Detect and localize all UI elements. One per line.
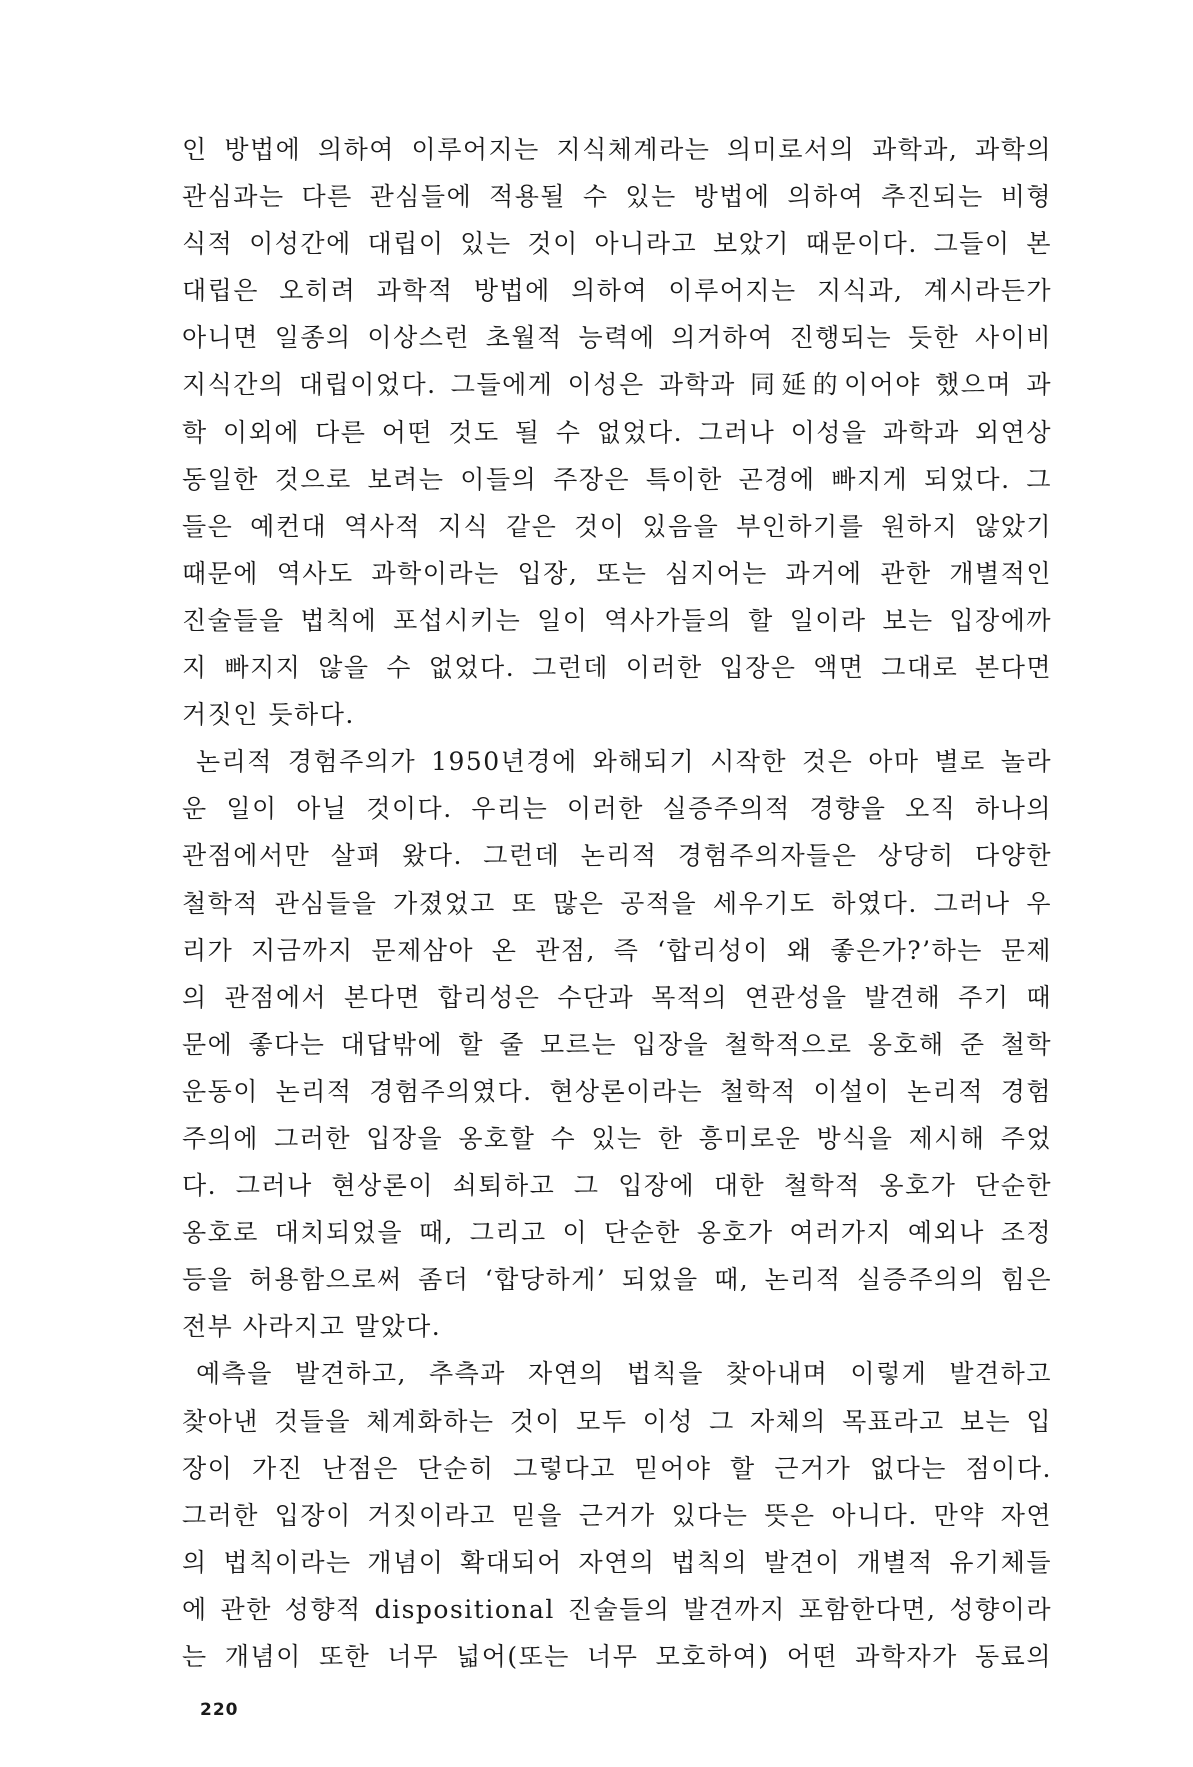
text-line: 문에 좋다는 대답밖에 할 줄 모르는 입장을 철학적으로 옹호해 준 철학	[182, 1029, 1052, 1059]
text-line: 리가 지금까지 문제삼아 온 관점, 즉 ‘합리성이 왜 좋은가?’하는 문제	[182, 935, 1052, 965]
text-line: 아니면 일종의 이상스런 초월적 능력에 의거하여 진행되는 듯한 사이비	[182, 323, 1052, 353]
text-line: 의 법칙이라는 개념이 확대되어 자연의 법칙의 발견이 개별적 유기체들	[182, 1547, 1052, 1577]
text-line: 인 방법에 의하여 이루어지는 지식체계라는 의미로서의 과학과, 과학의	[182, 135, 1052, 164]
text-line: 등을 허용함으로써 좀더 ‘합당하게’ 되었을 때, 논리적 실증주의의 힘은	[182, 1265, 1052, 1295]
text-line: 들은 예컨대 역사적 지식 같은 것이 있음을 부인하기를 원하지 않았기	[182, 511, 1052, 541]
body-text	[182, 126, 1052, 1680]
text-line: 예측을 발견하고, 추측과 자연의 법칙을 찾아내며 이렇게 발견하고	[196, 1359, 1052, 1389]
text-line: 동일한 것으로 보려는 이들의 주장은 특이한 곤경에 빠지게 되었다. 그	[182, 464, 1052, 494]
text-line: 다. 그러나 현상론이 쇠퇴하고 그 입장에 대한 철학적 옹호가 단순한	[182, 1171, 1052, 1201]
text-line: 대립은 오히려 과학적 방법에 의하여 이루어지는 지식과, 계시라든가	[182, 276, 1052, 306]
text-line: 운동이 논리적 경험주의였다. 현상론이라는 철학적 이설이 논리적 경험	[182, 1076, 1052, 1106]
text-line: 찾아낸 것들을 체계화하는 것이 모두 이성 그 자체의 목표라고 보는 입	[182, 1406, 1052, 1436]
text-line: 식적 이성간에 대립이 있는 것이 아니라고 보았기 때문이다. 그들이 본	[182, 229, 1052, 259]
text-line: 관심과는 다른 관심들에 적용될 수 있는 방법에 의하여 추진되는 비형	[182, 182, 1052, 212]
text-line: 철학적 관심들을 가졌었고 또 많은 공적을 세우기도 하였다. 그러나 우	[182, 888, 1052, 918]
text-line: 지식간의 대립이었다. 그들에게 이성은 과학과 同延的이어야 했으며 과	[182, 370, 1052, 400]
text-line: 진술들을 법칙에 포섭시키는 일이 역사가들의 할 일이라 보는 입장에까	[182, 605, 1052, 635]
text-line: 의 관점에서 본다면 합리성은 수단과 목적의 연관성을 발견해 주기 때	[182, 982, 1052, 1012]
text-line: 옹호로 대치되었을 때, 그리고 이 단순한 옹호가 여러가지 예외나 조정	[182, 1218, 1052, 1248]
text-line: 그러한 입장이 거짓이라고 믿을 근거가 있다는 뜻은 아니다. 만약 자연	[182, 1500, 1052, 1530]
paragraph-3	[182, 1350, 1052, 1680]
text-line: 관점에서만 살펴 왔다. 그런데 논리적 경험주의자들은 상당히 다양한	[182, 841, 1052, 871]
page-number: 220	[200, 1700, 239, 1720]
text-line: 운 일이 아닐 것이다. 우리는 이러한 실증주의적 경향을 오직 하나의	[182, 794, 1052, 824]
text-line: 논리적 경험주의가 1950년경에 와해되기 시작한 것은 아마 별로 놀라	[196, 747, 1052, 777]
paragraph-1	[182, 126, 1052, 738]
text-line: 학 이외에 다른 어떤 것도 될 수 없었다. 그러나 이성을 과학과 외연상	[182, 417, 1052, 447]
text-line: 때문에 역사도 과학이라는 입장, 또는 심지어는 과거에 관한 개별적인	[182, 558, 1052, 588]
text-line: 지 빠지지 않을 수 없었다. 그런데 이러한 입장은 액면 그대로 본다면	[182, 653, 1052, 683]
text-line: 전부 사라지고 말았다.	[182, 1312, 442, 1342]
text-line: 는 개념이 또한 너무 넓어(또는 너무 모호하여) 어떤 과학자가 동료의	[182, 1642, 1052, 1671]
text-line: 장이 가진 난점은 단순히 그렇다고 믿어야 할 근거가 없다는 점이다.	[182, 1453, 1052, 1483]
paragraph-2	[182, 738, 1052, 1350]
text-line: 에 관한 성향적 dispositional 진술들의 발견까지 포함한다면, 성향이라	[182, 1594, 1052, 1624]
text-line: 주의에 그러한 입장을 옹호할 수 있는 한 흥미로운 방식을 제시해 주었	[182, 1123, 1052, 1153]
text-line: 거짓인 듯하다.	[182, 700, 355, 730]
